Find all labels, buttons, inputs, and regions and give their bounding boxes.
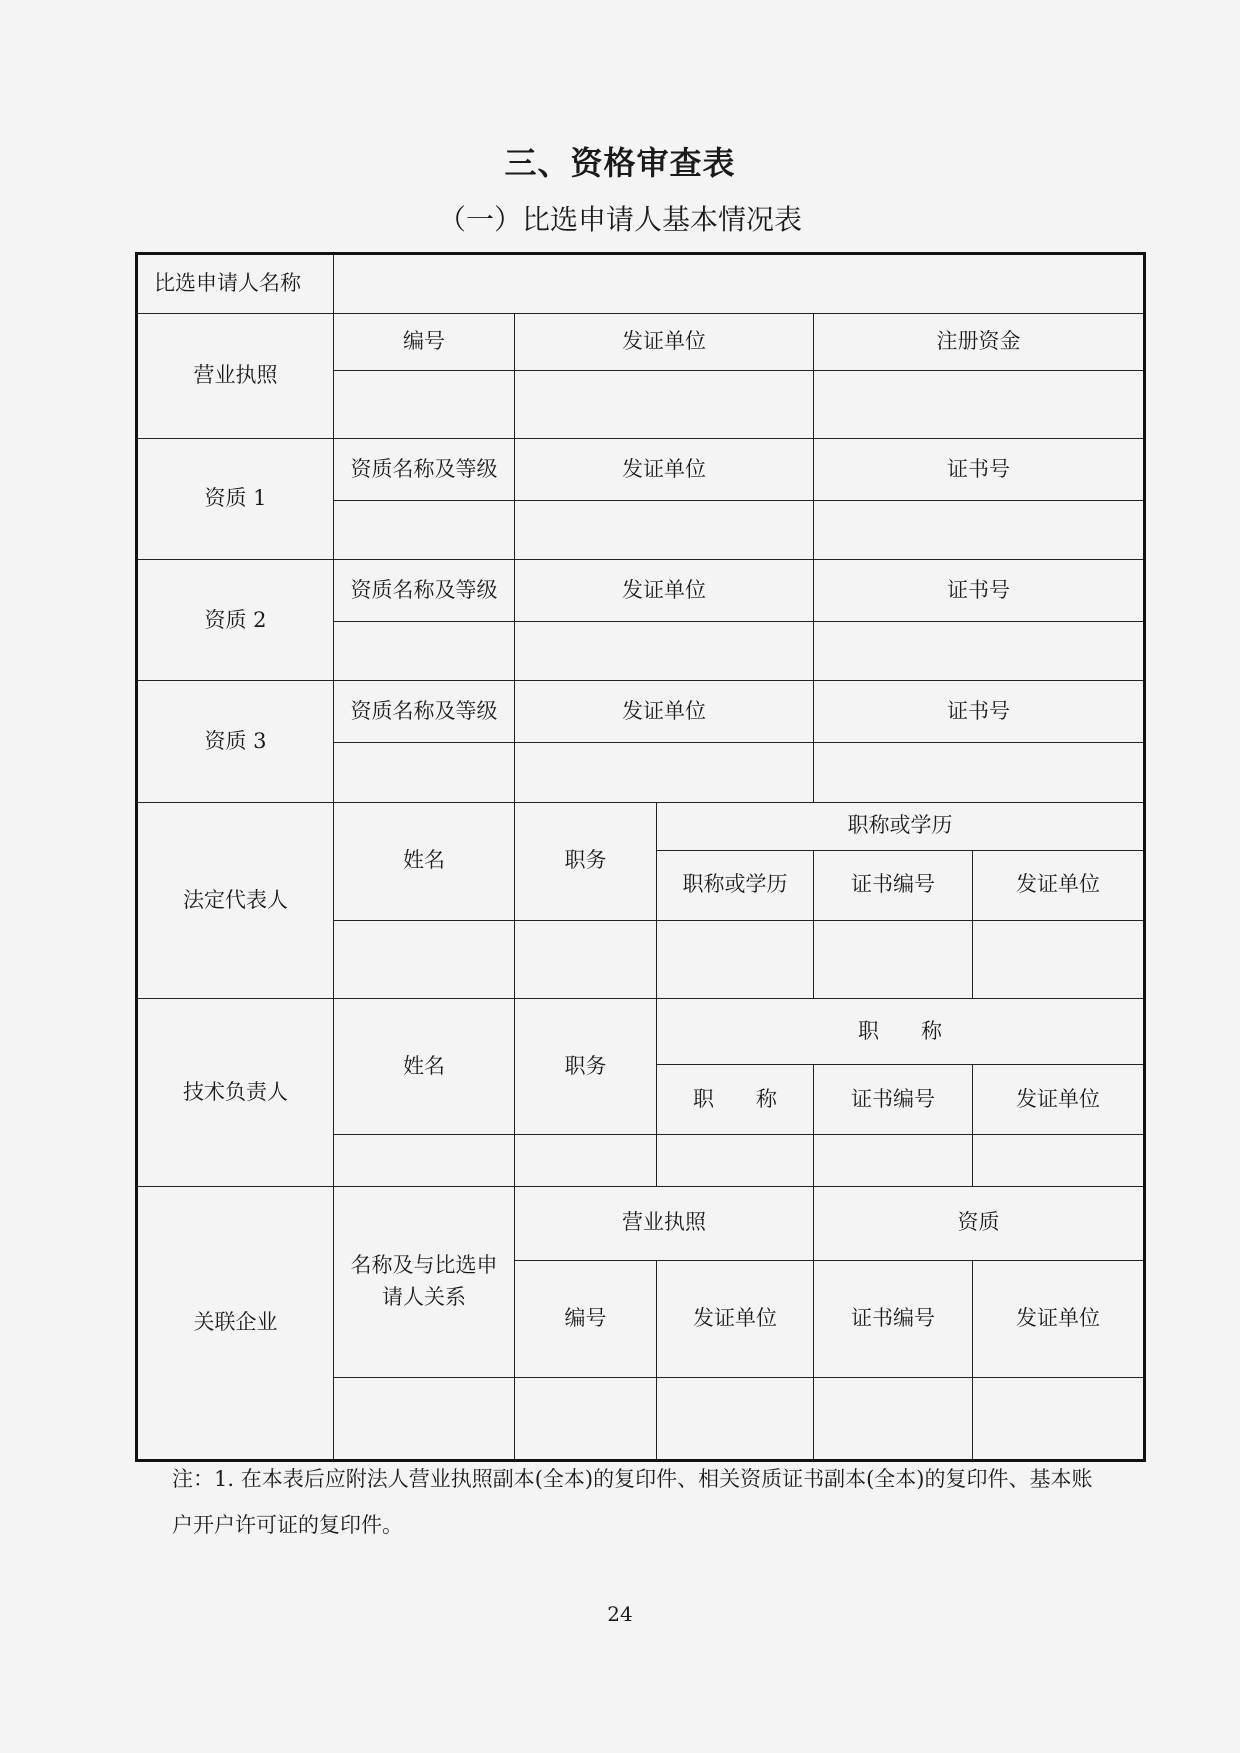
tech-lead-title-header: 职 称 bbox=[657, 1065, 814, 1135]
license-issuer-field[interactable] bbox=[515, 370, 814, 438]
applicant-name-field[interactable] bbox=[334, 254, 1145, 314]
qualification-1-cert-field[interactable] bbox=[814, 500, 1145, 560]
affiliate-qual-issuer-field[interactable] bbox=[973, 1377, 1145, 1460]
qualification-3-cert-header: 证书号 bbox=[814, 681, 1145, 743]
tech-lead-title-field[interactable] bbox=[657, 1135, 814, 1186]
tech-lead-name-header: 姓名 bbox=[334, 999, 515, 1135]
qualification-3-cert-field[interactable] bbox=[814, 743, 1145, 803]
legal-rep-position-field[interactable] bbox=[515, 920, 657, 999]
form-subtitle: （一）比选申请人基本情况表 bbox=[437, 203, 802, 236]
qualification-2-name-field[interactable] bbox=[334, 621, 515, 681]
legal-rep-cert-field[interactable] bbox=[814, 920, 973, 999]
affiliate-qual-cert-header: 证书编号 bbox=[814, 1260, 973, 1377]
legal-rep-label: 法定代表人 bbox=[137, 802, 334, 999]
qualification-2-label: 资质 2 bbox=[137, 560, 334, 681]
legal-rep-issuer-field[interactable] bbox=[973, 920, 1145, 999]
qualification-1-name-field[interactable] bbox=[334, 500, 515, 560]
license-number-field[interactable] bbox=[334, 370, 515, 438]
qualification-1-label: 资质 1 bbox=[137, 439, 334, 560]
tech-lead-title-group-header: 职 称 bbox=[657, 999, 1145, 1065]
tech-lead-position-header: 职务 bbox=[515, 999, 657, 1135]
qualification-2-cert-header: 证书号 bbox=[814, 560, 1145, 622]
qualification-2-issuer-header: 发证单位 bbox=[515, 560, 814, 622]
legal-rep-name-field[interactable] bbox=[334, 920, 515, 999]
tech-lead-name-field[interactable] bbox=[334, 1135, 515, 1186]
registered-capital-field[interactable] bbox=[814, 370, 1145, 438]
legal-rep-issuer-header: 发证单位 bbox=[973, 850, 1145, 920]
qualification-1-name-header: 资质名称及等级 bbox=[334, 439, 515, 501]
business-license-label: 营业执照 bbox=[137, 313, 334, 438]
affiliate-qual-cert-field[interactable] bbox=[814, 1377, 973, 1460]
tech-lead-issuer-header: 发证单位 bbox=[973, 1065, 1145, 1135]
qualification-1-issuer-header: 发证单位 bbox=[515, 439, 814, 501]
qualification-3-issuer-header: 发证单位 bbox=[515, 681, 814, 743]
legal-rep-title-field[interactable] bbox=[657, 920, 814, 999]
affiliate-name-relation-line-2: 请人关系 bbox=[382, 1284, 466, 1309]
affiliate-name-relation-header bbox=[334, 1186, 515, 1377]
qualification-1-cert-header: 证书号 bbox=[814, 439, 1145, 501]
affiliate-name-relation-line-1: 名称及与比选申 bbox=[350, 1253, 498, 1278]
qualification-3-name-header: 资质名称及等级 bbox=[334, 681, 515, 743]
affiliate-license-group-header: 营业执照 bbox=[515, 1186, 814, 1260]
affiliate-license-number-header: 编号 bbox=[515, 1260, 657, 1377]
page-title: 三、资格审查表 bbox=[504, 144, 736, 182]
applicant-info-table bbox=[135, 252, 1146, 1462]
qualification-2-cert-field[interactable] bbox=[814, 621, 1145, 681]
license-number-header: 编号 bbox=[334, 313, 515, 370]
qualification-3-name-field[interactable] bbox=[334, 743, 515, 803]
affiliate-name-relation-field[interactable] bbox=[334, 1377, 515, 1460]
legal-rep-cert-header: 证书编号 bbox=[814, 850, 973, 920]
affiliate-label: 关联企业 bbox=[137, 1186, 334, 1461]
legal-rep-position-header: 职务 bbox=[515, 802, 657, 920]
registered-capital-header: 注册资金 bbox=[814, 313, 1145, 370]
tech-lead-label: 技术负责人 bbox=[137, 999, 334, 1186]
qualification-2-name-header: 资质名称及等级 bbox=[334, 560, 515, 622]
affiliate-license-issuer-header: 发证单位 bbox=[657, 1260, 814, 1377]
qualification-3-issuer-field[interactable] bbox=[515, 743, 814, 803]
legal-rep-title-group-header: 职称或学历 bbox=[657, 802, 1145, 850]
qualification-3-label: 资质 3 bbox=[137, 681, 334, 802]
qualification-2-issuer-field[interactable] bbox=[515, 621, 814, 681]
applicant-name-label: 比选申请人名称 bbox=[137, 254, 334, 314]
tech-lead-issuer-field[interactable] bbox=[973, 1135, 1145, 1186]
tech-lead-cert-field[interactable] bbox=[814, 1135, 973, 1186]
legal-rep-name-header: 姓名 bbox=[334, 802, 515, 920]
tech-lead-position-field[interactable] bbox=[515, 1135, 657, 1186]
page-number: 24 bbox=[607, 1602, 633, 1626]
affiliate-qualification-group-header: 资质 bbox=[814, 1186, 1145, 1260]
tech-lead-cert-header: 证书编号 bbox=[814, 1065, 973, 1135]
qualification-1-issuer-field[interactable] bbox=[515, 500, 814, 560]
license-issuer-header: 发证单位 bbox=[515, 313, 814, 370]
affiliate-qual-issuer-header: 发证单位 bbox=[973, 1260, 1145, 1377]
affiliate-license-issuer-field[interactable] bbox=[657, 1377, 814, 1460]
legal-rep-title-header: 职称或学历 bbox=[657, 850, 814, 920]
affiliate-license-number-field[interactable] bbox=[515, 1377, 657, 1460]
footnote: 注：1. 在本表后应附法人营业执照副本(全本)的复印件、相关资质证书副本(全本)的复印件、基本账户开户许可证的复印件。 bbox=[172, 1467, 1093, 1537]
